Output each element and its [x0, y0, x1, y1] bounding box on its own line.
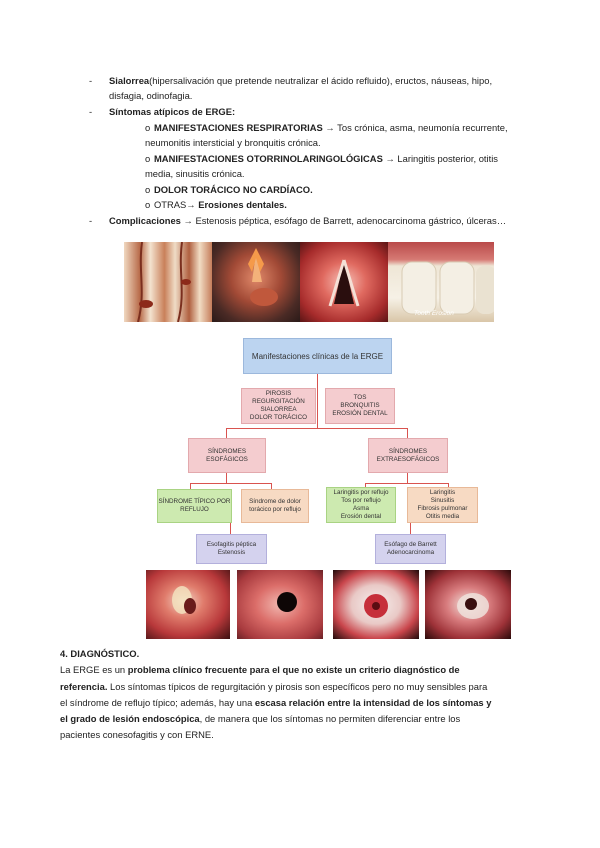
bullet-sialorrea — [109, 75, 492, 87]
bullet-bold: Síntomas atípicos de ERGE: — [109, 106, 236, 117]
connector — [226, 428, 227, 438]
larynx-endoscopy-drawing — [300, 242, 388, 322]
typical-reflux-syndrome-box: SÍNDROME TÍPICO POR REFLUJO — [157, 489, 232, 523]
sub-item-orl — [154, 153, 498, 165]
adenocarcinoma-photo — [425, 570, 511, 639]
paragraph-bold: referencia. — [60, 681, 108, 692]
bullet-atipicos — [109, 106, 235, 118]
section-heading: 4. DIAGNÓSTICO. — [60, 648, 140, 659]
diagram-title-box: Manifestaciones clínicas de la ERGE — [243, 338, 392, 374]
sub-item-text: → Laringitis posterior, otitis — [385, 153, 498, 164]
sub-marker: o — [145, 184, 151, 195]
sub-item-line: neumonitis intersticial y bronquitis crónica. — [145, 137, 321, 148]
esophagitis-photo-drawing — [146, 570, 230, 639]
reflux-laryngitis-box: Laringitis por reflujo Tos por reflujo Asma Erosión dental — [326, 487, 396, 523]
sub-item-bold: MANIFESTACIONES RESPIRATORIAS — [154, 122, 323, 133]
barrett-photo-drawing — [333, 570, 419, 639]
barrett-box: Esófago de Barrett Adenocarcinoma — [375, 534, 446, 564]
esophagus-illustration-drawing — [124, 242, 212, 322]
esophagitis-photo — [146, 570, 230, 639]
sub-marker: o — [145, 122, 151, 133]
sub-marker: o — [145, 199, 151, 210]
paragraph-text: el síndrome de reflujo típico; además, hay una — [60, 697, 255, 708]
paragraph-line — [60, 713, 460, 725]
connector — [230, 523, 231, 534]
bullet-bold: Complicaciones — [109, 215, 181, 226]
connector — [226, 428, 408, 429]
bullet-dash: - — [89, 106, 93, 117]
paragraph-text: La ERGE es un — [60, 664, 128, 675]
paragraph-line — [60, 664, 460, 676]
torso-reflux-drawing — [212, 242, 300, 322]
paragraph-bold: el grado de lesión endoscópica — [60, 713, 200, 724]
connector — [226, 473, 227, 483]
tooth-erosion-image — [388, 242, 494, 322]
bullet-dash: - — [89, 75, 93, 86]
tooth-caption: Tooth Erosion — [414, 310, 454, 317]
paragraph-bold: problema clínico frecuente para el que no existe un criterio diagnóstico de — [127, 664, 460, 675]
sub-item-text: → Tos crónica, asma, neumonía recurrente, — [325, 122, 508, 133]
paragraph-line: pacientes conesofagitis y con ERNE. — [60, 729, 214, 740]
barrett-photo — [333, 570, 419, 639]
extraesophageal-syndromes-box: SÍNDROMES EXTRAESOFÁGICOS — [368, 438, 448, 473]
bullet-text: (hipersalivación que pretende neutralizar el ácido refluido), eructos, náuseas, hipo, — [149, 75, 493, 86]
sub-item-text: OTRAS→ — [154, 199, 196, 210]
bullet-bold: Sialorrea — [109, 75, 150, 86]
paragraph-bold: escasa relación entre la intensidad de los síntomas y — [254, 697, 492, 708]
connector — [317, 373, 318, 428]
sub-item-line: media, sinusitis crónica. — [145, 168, 245, 179]
paragraph-text: , de manera que los síntomas no permiten diferenciar entre los — [199, 713, 461, 724]
bullet-line: disfagia, odinofagia. — [109, 90, 193, 101]
bullet-dash: - — [89, 215, 93, 226]
adenocarcinoma-photo-drawing — [425, 570, 511, 639]
sub-item-bold: Erosiones dentales. — [198, 199, 287, 210]
peptic-esophagitis-box: Esofagitis péptica Estenosis — [196, 534, 267, 564]
sub-item-bold: MANIFESTACIONES OTORRINOLARINGOLÓGICAS — [154, 153, 383, 164]
sub-item-dolor — [154, 184, 313, 196]
esophageal-syndromes-box: SÍNDROMES ESOFÁGICOS — [188, 438, 266, 473]
sub-marker: o — [145, 153, 151, 164]
atypical-symptoms-box: TOS BRONQUITIS EROSIÓN DENTAL — [325, 388, 395, 424]
paragraph-line — [60, 697, 491, 709]
connector — [407, 473, 408, 483]
chest-pain-syndrome-box: Síndrome de dolor torácico por reflujo — [241, 489, 309, 523]
connector — [190, 483, 272, 484]
stenosis-photo-drawing — [237, 570, 323, 639]
typical-symptoms-box: PIROSIS REGURGITACIÓN SIALORREA DOLOR TORÁCICO — [241, 388, 316, 424]
sinusitis-box: Laringitis Sinusitis Fibrosis pulmonar Otitis media — [407, 487, 478, 523]
paragraph-line — [60, 681, 487, 693]
connector — [365, 483, 449, 484]
stenosis-photo — [237, 570, 323, 639]
connector — [410, 523, 411, 534]
bullet-complicaciones — [109, 215, 506, 227]
paragraph-text: Los síntomas típicos de regurgitación y pirosis son específicos pero no muy sensibles para — [107, 681, 488, 692]
connector — [407, 428, 408, 438]
sub-item-otras — [154, 199, 287, 211]
bullet-text: → Estenosis péptica, esófago de Barrett, adenocarcinoma gástrico, úlceras… — [183, 215, 507, 226]
sub-item-respiratorias — [154, 122, 508, 134]
esophagus-illustration-image — [124, 242, 212, 322]
sub-item-bold: DOLOR TORÁCICO NO CARDÍACO. — [154, 184, 313, 195]
torso-reflux-image — [212, 242, 300, 322]
larynx-endoscopy-image — [300, 242, 388, 322]
